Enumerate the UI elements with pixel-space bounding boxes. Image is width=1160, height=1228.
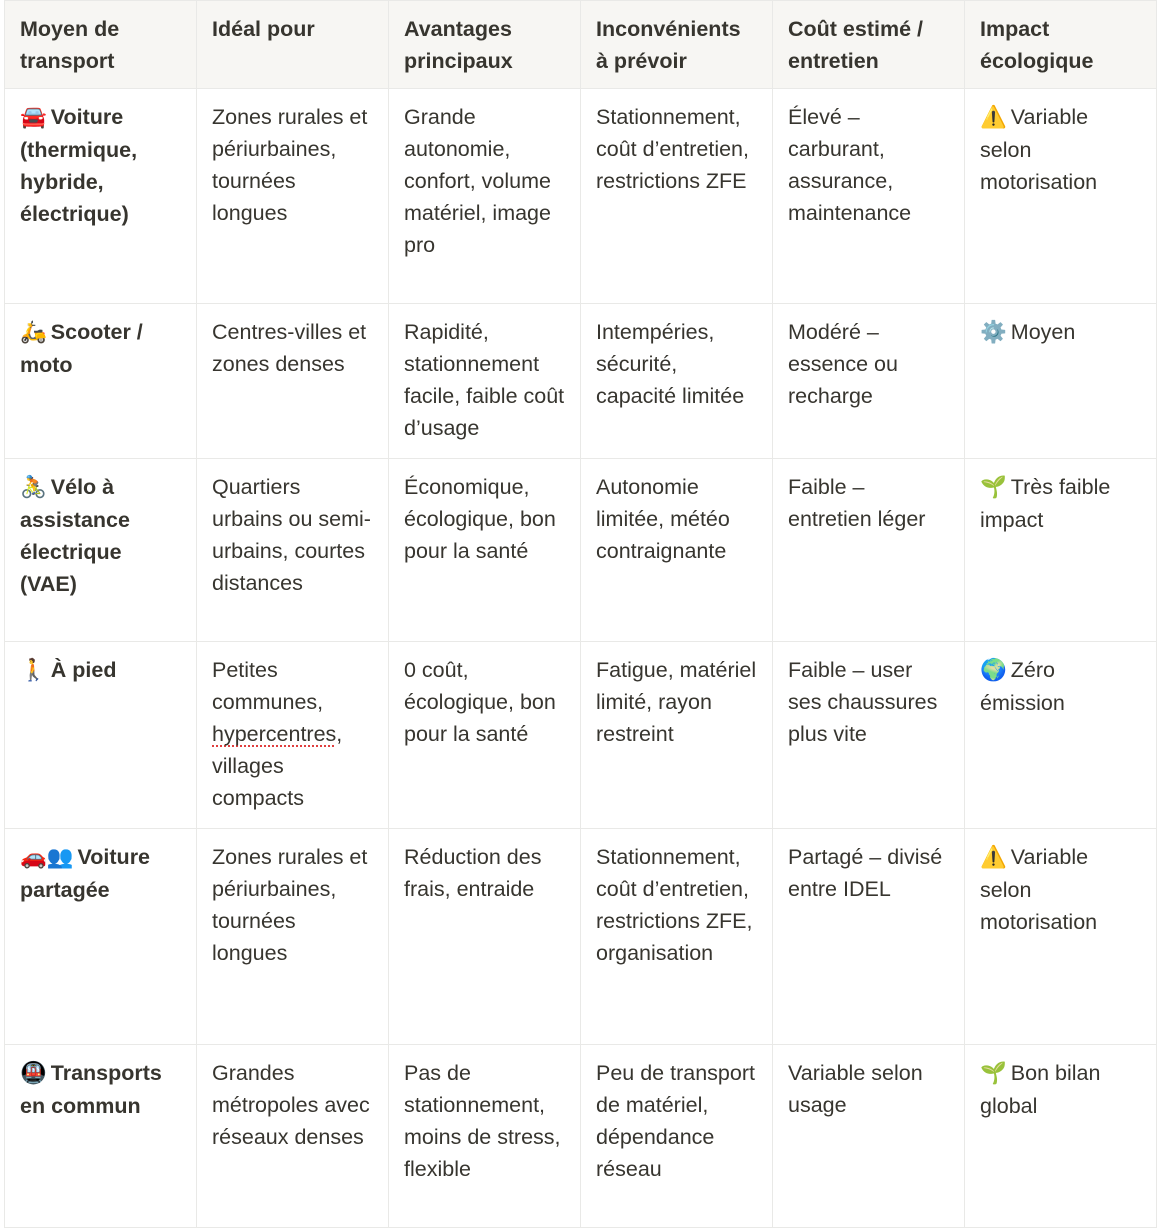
mode-label: Transports en commun bbox=[20, 1061, 162, 1118]
impact-label: Bon bilan global bbox=[980, 1061, 1101, 1118]
impact-label: Moyen bbox=[1010, 320, 1076, 344]
table-row bbox=[5, 89, 1157, 304]
cell-mode[interactable] bbox=[5, 459, 197, 642]
cell-avantages[interactable]: 0 coût, écologique, bon pour la santé bbox=[389, 642, 581, 829]
cell-impact[interactable] bbox=[965, 459, 1157, 642]
cell-cout[interactable]: Faible – entretien léger bbox=[773, 459, 965, 642]
cell-mode[interactable] bbox=[5, 304, 197, 459]
header-cell-moyen[interactable]: Moyen de transport bbox=[5, 1, 197, 89]
gear-icon: ⚙️ bbox=[980, 320, 1007, 345]
transport-comparison-table bbox=[4, 0, 1157, 1228]
table-row bbox=[5, 642, 1157, 829]
cell-ideal[interactable] bbox=[197, 642, 389, 829]
cell-cout[interactable]: Variable selon usage bbox=[773, 1045, 965, 1228]
table-row bbox=[5, 1045, 1157, 1228]
walking-person-icon: 🚶 bbox=[20, 658, 47, 683]
globe-icon: 🌍 bbox=[980, 658, 1007, 683]
car-people-icon: 🚗👥 bbox=[20, 845, 74, 870]
car-icon: 🚘 bbox=[20, 105, 47, 130]
mode-label: Voiture (thermique, hybride, électrique) bbox=[20, 105, 138, 226]
table-row bbox=[5, 829, 1157, 1045]
impact-label: Très faible impact bbox=[980, 475, 1111, 532]
cell-ideal[interactable]: Quartiers urbains ou semi-urbains, courtes distances bbox=[197, 459, 389, 642]
spellcheck-flagged-word[interactable]: hypercentres bbox=[212, 722, 337, 746]
cell-inconvenients[interactable]: Intempéries, sécurité, capacité limitée bbox=[581, 304, 773, 459]
cell-avantages[interactable]: Réduction des frais, entraide bbox=[389, 829, 581, 1045]
header-row bbox=[5, 1, 1157, 89]
bicycle-icon: 🚴 bbox=[20, 475, 47, 500]
cell-cout[interactable]: Élevé – carburant, assurance, maintenance bbox=[773, 89, 965, 304]
header-cell-inconvenients[interactable]: Inconvénients à prévoir bbox=[581, 1, 773, 89]
seedling-icon: 🌱 bbox=[980, 1061, 1007, 1086]
mode-label: Voiture partagée bbox=[20, 845, 151, 902]
mode-label: Scooter / moto bbox=[20, 320, 143, 377]
cell-mode[interactable] bbox=[5, 642, 197, 829]
header-cell-ideal[interactable]: Idéal pour bbox=[197, 1, 389, 89]
cell-impact[interactable] bbox=[965, 89, 1157, 304]
cell-mode[interactable] bbox=[5, 829, 197, 1045]
ideal-text-start: Petites communes, bbox=[212, 658, 324, 714]
transport-comparison-table-wrapper bbox=[4, 0, 1156, 1228]
cell-ideal[interactable]: Zones rurales et périurbaines, tournées longues bbox=[197, 829, 389, 1045]
table-header bbox=[5, 1, 1157, 89]
cell-ideal[interactable]: Grandes métropoles avec réseaux denses bbox=[197, 1045, 389, 1228]
cell-inconvenients[interactable]: Peu de transport de matériel, dépendance réseau bbox=[581, 1045, 773, 1228]
seedling-icon: 🌱 bbox=[980, 475, 1007, 500]
cell-avantages[interactable]: Grande autonomie, confort, volume matériel, image pro bbox=[389, 89, 581, 304]
mode-label: À pied bbox=[50, 658, 117, 682]
cell-avantages[interactable]: Pas de stationnement, moins de stress, flexible bbox=[389, 1045, 581, 1228]
table-row bbox=[5, 304, 1157, 459]
cell-impact[interactable] bbox=[965, 304, 1157, 459]
impact-label: Zéro émission bbox=[980, 658, 1065, 715]
header-cell-cout[interactable]: Coût estimé / entretien bbox=[773, 1, 965, 89]
cell-cout[interactable]: Partagé – divisé entre IDEL bbox=[773, 829, 965, 1045]
cell-inconvenients[interactable]: Fatigue, matériel limité, rayon restreint bbox=[581, 642, 773, 829]
cell-cout[interactable]: Modéré – essence ou recharge bbox=[773, 304, 965, 459]
metro-icon: 🚇 bbox=[20, 1061, 47, 1086]
cell-mode[interactable] bbox=[5, 89, 197, 304]
scooter-icon: 🛵 bbox=[20, 320, 47, 345]
impact-label: Variable selon motorisation bbox=[980, 845, 1098, 934]
cell-inconvenients[interactable]: Autonomie limitée, météo contraignante bbox=[581, 459, 773, 642]
cell-mode[interactable] bbox=[5, 1045, 197, 1228]
warning-icon: ⚠️ bbox=[980, 105, 1007, 130]
cell-impact[interactable] bbox=[965, 1045, 1157, 1228]
table-row bbox=[5, 459, 1157, 642]
mode-label: Vélo à assistance électrique (VAE) bbox=[20, 475, 130, 596]
cell-avantages[interactable]: Rapidité, stationnement facile, faible coût d’usage bbox=[389, 304, 581, 459]
impact-label: Variable selon motorisation bbox=[980, 105, 1098, 194]
cell-impact[interactable] bbox=[965, 642, 1157, 829]
cell-ideal[interactable]: Zones rurales et périurbaines, tournées longues bbox=[197, 89, 389, 304]
ideal-text-end: , villages compacts bbox=[212, 722, 343, 810]
cell-avantages[interactable]: Économique, écologique, bon pour la santé bbox=[389, 459, 581, 642]
cell-impact[interactable] bbox=[965, 829, 1157, 1045]
cell-inconvenients[interactable]: Stationnement, coût d’entretien, restrictions ZFE, organisation bbox=[581, 829, 773, 1045]
cell-ideal[interactable]: Centres-villes et zones denses bbox=[197, 304, 389, 459]
header-cell-avantages[interactable]: Avantages principaux bbox=[389, 1, 581, 89]
table-body bbox=[5, 89, 1157, 1228]
warning-icon: ⚠️ bbox=[980, 845, 1007, 870]
cell-cout[interactable]: Faible – user ses chaussures plus vite bbox=[773, 642, 965, 829]
header-cell-impact[interactable]: Impact écologique bbox=[965, 1, 1157, 89]
cell-inconvenients[interactable]: Stationnement, coût d’entretien, restrictions ZFE bbox=[581, 89, 773, 304]
